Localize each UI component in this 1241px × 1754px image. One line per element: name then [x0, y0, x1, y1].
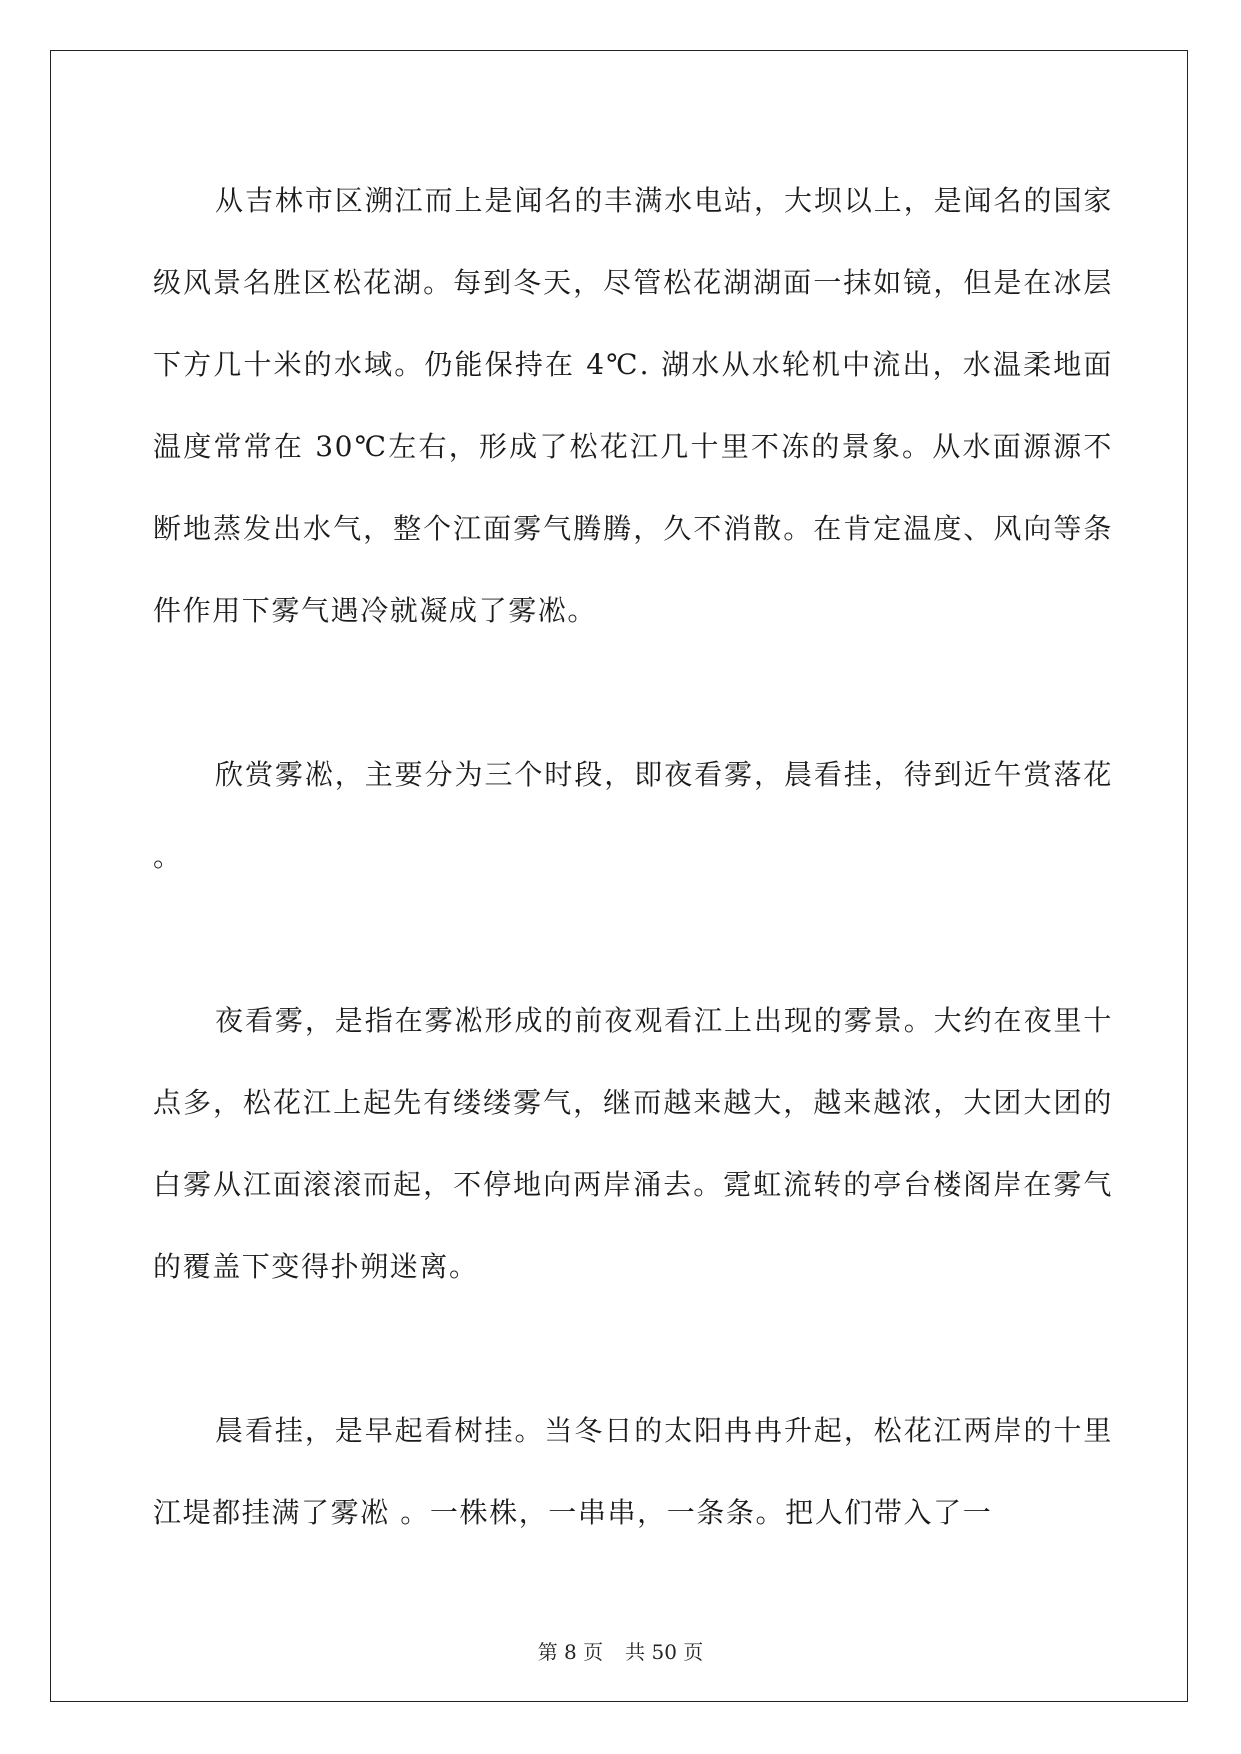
paragraph-viewing-periods: 欣赏雾凇，主要分为三个时段，即夜看雾，晨看挂，待到近午赏落花 。	[153, 758, 1113, 873]
paragraph-night-fog: 夜看雾，是指在雾凇形成的前夜观看江上出现的雾景。大约在夜里十点多，松花江上起先有缕缕雾气，继而越来越大，越来越浓，大团大团的白雾从江面滚滚而起，不停地向两岸涌去。霓虹流转的亭台楼阁岸在雾气的覆盖下变得扑朔迷离。	[153, 1004, 1113, 1283]
paragraph-rime-origin: 从吉林市区溯江而上是闻名的丰满水电站，大坝以上，是闻名的国家级风景名胜区松花湖。每到冬天，尽管松花湖湖面一抹如镜，但是在冰层下方几十米的水域。仍能保持在 4℃. 湖水从水轮机中流出，水温柔地面温度常常在 30℃左右，形成了松花江几十里不冻的景象。从水面源源不断地蒸发出水气，整个江面雾气腾腾，久不消散。在肯定温度、风向等条件作用下雾气遇冷就凝成了雾凇。	[153, 184, 1113, 627]
page-footer	[0, 1636, 1241, 1665]
paragraph-gap	[153, 1308, 1113, 1390]
page-total: 共 50 页	[625, 1640, 704, 1664]
paragraph-morning-rime: 晨看挂，是早起看树挂。当冬日的太阳冉冉升起，松花江两岸的十里江堤都挂满了雾凇 。一株株，一串串，一条条。把人们带入了一	[153, 1414, 1113, 1529]
document-body	[153, 160, 1113, 1554]
paragraph-gap	[153, 898, 1113, 980]
page-number: 第 8 页	[537, 1640, 604, 1664]
paragraph-gap	[153, 652, 1113, 734]
